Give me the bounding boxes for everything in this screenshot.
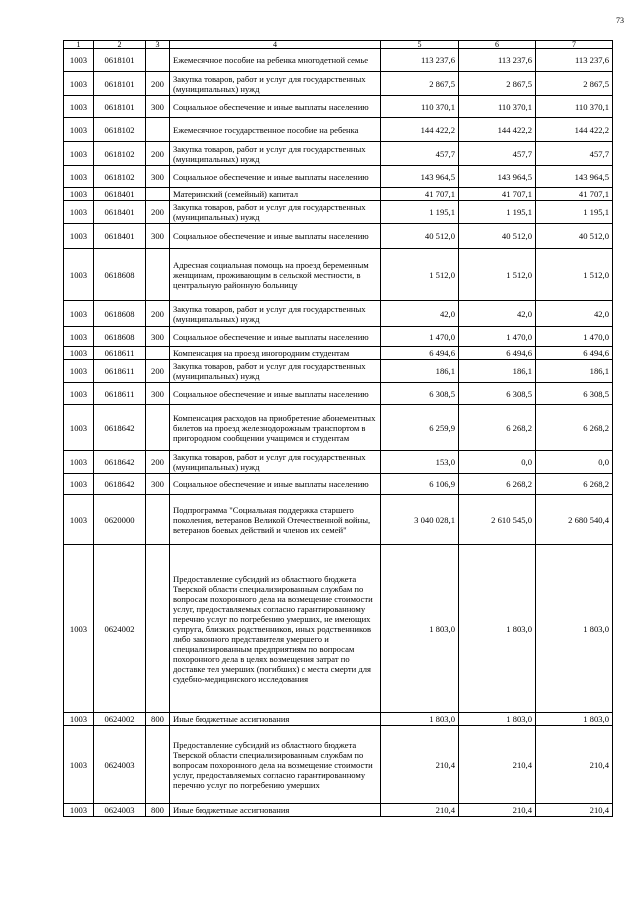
description: Социальное обеспечение и иные выплаты населению [170,96,381,118]
amount-col5: 1 803,0 [381,713,459,726]
description: Компенсация расходов на приобретение абонементных билетов на проезд железнодорожным транспортом в пригородном сообщении учащимся и студентам [170,405,381,451]
expense-type [146,545,170,713]
amount-col5: 6 494,6 [381,347,459,360]
amount-col5: 1 512,0 [381,249,459,301]
target-code: 0618101 [94,72,146,96]
expense-type: 300 [146,166,170,188]
amount-col7: 41 707,1 [536,188,613,201]
amount-col6: 0,0 [459,451,536,474]
table-row [64,474,613,495]
target-code: 0618101 [94,49,146,72]
amount-col7: 210,4 [536,804,613,817]
description: Предоставление субсидий из областного бюджета Тверской области специализированным службам по вопросам похоронного дела на возмещение стоимости услуг, предоставляемых согласно гарантированному перечню услуг по погребению умерших, не имеющих супруга, близких родственников, иных родственников либо законного представителя умершего и специализированным предприятиям по вопросам похоронного дела в целях возмещения затрат по доставке тел умерших (погибших) с места смерти для судебно-медицинского исследования [170,545,381,713]
section-code: 1003 [64,118,94,142]
amount-col7: 143 964,5 [536,166,613,188]
amount-col7: 1 470,0 [536,327,613,347]
column-header: 4 [170,41,381,49]
target-code: 0618608 [94,249,146,301]
description: Компенсация на проезд иногородним студентам [170,347,381,360]
column-header: 7 [536,41,613,49]
amount-col5: 110 370,1 [381,96,459,118]
target-code: 0618102 [94,142,146,166]
expense-type [146,495,170,545]
table-row [64,249,613,301]
target-code: 0618611 [94,347,146,360]
amount-col5: 6 259,9 [381,405,459,451]
amount-col6: 40 512,0 [459,224,536,249]
section-code: 1003 [64,474,94,495]
amount-col7: 6 308,5 [536,383,613,405]
expense-type [146,49,170,72]
amount-col6: 6 268,2 [459,405,536,451]
description: Социальное обеспечение и иные выплаты населению [170,327,381,347]
section-code: 1003 [64,188,94,201]
budget-table [63,40,613,817]
amount-col6: 210,4 [459,726,536,804]
description: Социальное обеспечение и иные выплаты населению [170,166,381,188]
target-code: 0618642 [94,474,146,495]
section-code: 1003 [64,166,94,188]
amount-col7: 186,1 [536,360,613,383]
amount-col6: 143 964,5 [459,166,536,188]
amount-col7: 1 803,0 [536,713,613,726]
table-row [64,327,613,347]
description: Социальное обеспечение и иные выплаты населению [170,224,381,249]
amount-col7: 110 370,1 [536,96,613,118]
section-code: 1003 [64,96,94,118]
amount-col6: 2 867,5 [459,72,536,96]
expense-type [146,726,170,804]
amount-col5: 113 237,6 [381,49,459,72]
table-row [64,301,613,327]
amount-col7: 6 268,2 [536,405,613,451]
section-code: 1003 [64,72,94,96]
table-row [64,72,613,96]
table-row [64,201,613,224]
description: Иные бюджетные ассигнования [170,804,381,817]
amount-col6: 2 610 545,0 [459,495,536,545]
amount-col5: 1 470,0 [381,327,459,347]
section-code: 1003 [64,327,94,347]
description: Ежемесячное государственное пособие на ребенка [170,118,381,142]
section-code: 1003 [64,249,94,301]
expense-type: 300 [146,474,170,495]
description: Закупка товаров, работ и услуг для государственных (муниципальных) нужд [170,201,381,224]
target-code: 0618608 [94,301,146,327]
expense-type: 200 [146,301,170,327]
table-row [64,224,613,249]
section-code: 1003 [64,224,94,249]
amount-col5: 6 106,9 [381,474,459,495]
expense-type: 200 [146,451,170,474]
target-code: 0620000 [94,495,146,545]
amount-col5: 143 964,5 [381,166,459,188]
table-row [64,804,613,817]
amount-col6: 1 803,0 [459,713,536,726]
amount-col7: 42,0 [536,301,613,327]
expense-type: 300 [146,327,170,347]
column-header: 3 [146,41,170,49]
target-code: 0618611 [94,360,146,383]
target-code: 0624002 [94,545,146,713]
table-row [64,495,613,545]
amount-col7: 1 195,1 [536,201,613,224]
amount-col6: 42,0 [459,301,536,327]
description: Предоставление субсидий из областного бюджета Тверской области специализированным службам по вопросам похоронного дела на возмещение стоимости услуг, предоставляемых согласно гарантированному перечню услуг по погребению умерших [170,726,381,804]
description: Закупка товаров, работ и услуг для государственных (муниципальных) нужд [170,301,381,327]
description: Закупка товаров, работ и услуг для государственных (муниципальных) нужд [170,72,381,96]
expense-type: 800 [146,713,170,726]
amount-col5: 1 195,1 [381,201,459,224]
table-row [64,188,613,201]
description: Закупка товаров, работ и услуг для государственных (муниципальных) нужд [170,142,381,166]
amount-col7: 457,7 [536,142,613,166]
target-code: 0618642 [94,451,146,474]
column-header: 1 [64,41,94,49]
section-code: 1003 [64,545,94,713]
table-row [64,545,613,713]
amount-col6: 1 195,1 [459,201,536,224]
target-code: 0618401 [94,201,146,224]
expense-type: 200 [146,72,170,96]
section-code: 1003 [64,495,94,545]
target-code: 0618102 [94,166,146,188]
amount-col7: 6 268,2 [536,474,613,495]
section-code: 1003 [64,804,94,817]
amount-col5: 3 040 028,1 [381,495,459,545]
table-row [64,405,613,451]
expense-type [146,405,170,451]
column-header: 2 [94,41,146,49]
amount-col7: 2 867,5 [536,72,613,96]
target-code: 0618101 [94,96,146,118]
expense-type [146,188,170,201]
section-code: 1003 [64,405,94,451]
column-header: 5 [381,41,459,49]
page-number: 73 [616,16,624,25]
amount-col5: 153,0 [381,451,459,474]
section-code: 1003 [64,360,94,383]
target-code: 0618102 [94,118,146,142]
description: Подпрограмма "Социальная поддержка старшего поколения, ветеранов Великой Отечественной войны, ветеранов боевых действий и членов их семей" [170,495,381,545]
amount-col6: 210,4 [459,804,536,817]
table-row [64,383,613,405]
amount-col7: 1 803,0 [536,545,613,713]
amount-col7: 40 512,0 [536,224,613,249]
table-row [64,713,613,726]
header-row [64,41,613,49]
amount-col6: 6 268,2 [459,474,536,495]
amount-col6: 1 470,0 [459,327,536,347]
expense-type: 800 [146,804,170,817]
amount-col7: 0,0 [536,451,613,474]
target-code: 0618642 [94,405,146,451]
amount-col6: 113 237,6 [459,49,536,72]
amount-col5: 1 803,0 [381,545,459,713]
target-code: 0624003 [94,726,146,804]
target-code: 0624003 [94,804,146,817]
description: Закупка товаров, работ и услуг для государственных (муниципальных) нужд [170,451,381,474]
table-row [64,360,613,383]
amount-col7: 6 494,6 [536,347,613,360]
amount-col5: 186,1 [381,360,459,383]
table-row [64,347,613,360]
description: Социальное обеспечение и иные выплаты населению [170,383,381,405]
amount-col6: 186,1 [459,360,536,383]
description: Социальное обеспечение и иные выплаты населению [170,474,381,495]
table-row [64,726,613,804]
expense-type: 200 [146,201,170,224]
amount-col6: 41 707,1 [459,188,536,201]
section-code: 1003 [64,451,94,474]
table-row [64,451,613,474]
section-code: 1003 [64,49,94,72]
amount-col6: 1 803,0 [459,545,536,713]
amount-col7: 113 237,6 [536,49,613,72]
section-code: 1003 [64,726,94,804]
section-code: 1003 [64,142,94,166]
amount-col5: 40 512,0 [381,224,459,249]
target-code: 0618608 [94,327,146,347]
amount-col6: 457,7 [459,142,536,166]
table-row [64,49,613,72]
amount-col5: 144 422,2 [381,118,459,142]
expense-type [146,249,170,301]
expense-type: 300 [146,96,170,118]
table-row [64,118,613,142]
description: Закупка товаров, работ и услуг для государственных (муниципальных) нужд [170,360,381,383]
expense-type: 300 [146,383,170,405]
section-code: 1003 [64,713,94,726]
section-code: 1003 [64,301,94,327]
amount-col7: 144 422,2 [536,118,613,142]
expense-type [146,118,170,142]
description: Адресная социальная помощь на проезд беременным женщинам, проживающим в сельской местности, в центральную районную больницу [170,249,381,301]
amount-col5: 210,4 [381,804,459,817]
amount-col6: 1 512,0 [459,249,536,301]
column-header: 6 [459,41,536,49]
target-code: 0618401 [94,224,146,249]
amount-col6: 6 308,5 [459,383,536,405]
amount-col5: 2 867,5 [381,72,459,96]
section-code: 1003 [64,347,94,360]
target-code: 0618401 [94,188,146,201]
amount-col5: 457,7 [381,142,459,166]
expense-type: 300 [146,224,170,249]
description: Ежемесячное пособие на ребенка многодетной семье [170,49,381,72]
amount-col7: 210,4 [536,726,613,804]
description: Иные бюджетные ассигнования [170,713,381,726]
amount-col7: 1 512,0 [536,249,613,301]
expense-type [146,347,170,360]
table-row [64,166,613,188]
table-row [64,96,613,118]
target-code: 0618611 [94,383,146,405]
amount-col5: 210,4 [381,726,459,804]
amount-col5: 6 308,5 [381,383,459,405]
amount-col5: 41 707,1 [381,188,459,201]
section-code: 1003 [64,201,94,224]
amount-col6: 6 494,6 [459,347,536,360]
target-code: 0624002 [94,713,146,726]
description: Материнский (семейный) капитал [170,188,381,201]
amount-col6: 110 370,1 [459,96,536,118]
amount-col7: 2 680 540,4 [536,495,613,545]
amount-col6: 144 422,2 [459,118,536,142]
table-row [64,142,613,166]
section-code: 1003 [64,383,94,405]
expense-type: 200 [146,142,170,166]
expense-type: 200 [146,360,170,383]
amount-col5: 42,0 [381,301,459,327]
